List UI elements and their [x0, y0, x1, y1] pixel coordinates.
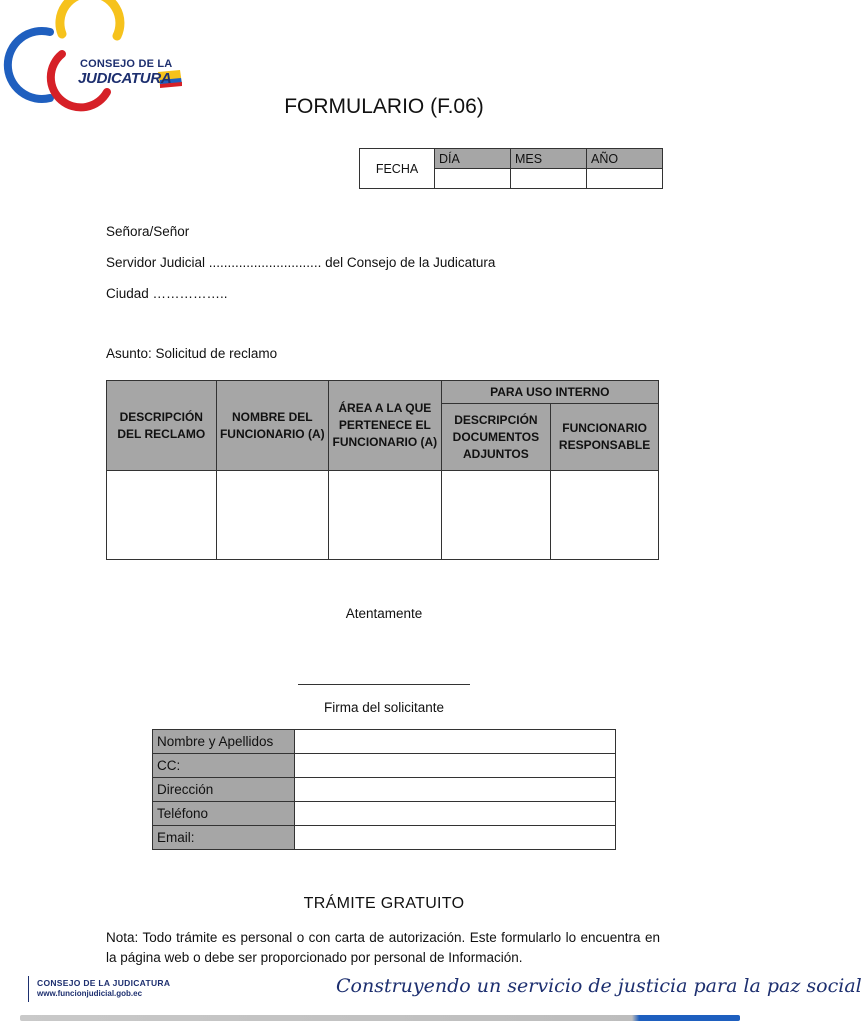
internal-use-header: PARA USO INTERNO	[441, 381, 658, 404]
field-email[interactable]	[295, 826, 616, 850]
cell-area-funcionario[interactable]	[329, 471, 442, 560]
ciudad-line: Ciudad ……………..	[106, 286, 228, 301]
footer-website: www.funcionjudicial.gob.ec	[37, 989, 143, 998]
label-nombre: Nombre y Apellidos	[153, 730, 295, 754]
form-title: FORMULARIO (F.06)	[284, 95, 484, 118]
col-documentos-adjuntos: DESCRIPCIÓN DOCUMENTOS ADJUNTOS	[441, 404, 551, 471]
month-field[interactable]	[511, 169, 587, 189]
day-field[interactable]	[435, 169, 511, 189]
footer-org-name: CONSEJO DE LA JUDICATURA	[37, 978, 171, 988]
day-header: DÍA	[435, 149, 511, 169]
date-table	[359, 148, 663, 189]
servidor-line: Servidor Judicial .............................. del Consejo de la Judicatura	[106, 255, 496, 270]
footer-divider	[28, 976, 29, 1002]
label-email: Email:	[153, 826, 295, 850]
col-descripcion-reclamo: DESCRIPCIÓN DEL RECLAMO	[107, 381, 217, 471]
cell-nombre-funcionario[interactable]	[216, 471, 329, 560]
subject-line: Asunto: Solicitud de reclamo	[106, 346, 278, 361]
closing-text: Atentamente	[345, 606, 423, 621]
note-paragraph: Nota: Todo trámite es personal o con carta de autorización. Este formularlo lo encuentra en la página web o debe ser proporcionado por personal de Información.	[106, 930, 660, 965]
year-field[interactable]	[587, 169, 663, 189]
claim-table	[106, 380, 659, 560]
salutation: Señora/Señor	[106, 224, 190, 239]
col-funcionario-responsable: FUNCIONARIO RESPONSABLE	[551, 404, 659, 471]
signature-caption: Firma del solicitante	[323, 700, 445, 715]
field-direccion[interactable]	[295, 778, 616, 802]
cell-documentos-adjuntos[interactable]	[441, 471, 551, 560]
label-cc: CC:	[153, 754, 295, 778]
field-cc[interactable]	[295, 754, 616, 778]
cell-descripcion-reclamo[interactable]	[107, 471, 217, 560]
signature-line[interactable]	[298, 684, 470, 685]
free-procedure-heading: TRÁMITE GRATUITO	[303, 895, 465, 912]
footer-slogan: Construyendo un servicio de justicia para la paz social	[336, 975, 862, 997]
year-header: AÑO	[587, 149, 663, 169]
col-area-funcionario: ÁREA A LA QUE PERTENECE EL FUNCIONARIO (A)	[329, 381, 442, 471]
footer-stripe	[20, 1015, 740, 1021]
month-header: MES	[511, 149, 587, 169]
label-direccion: Dirección	[153, 778, 295, 802]
field-telefono[interactable]	[295, 802, 616, 826]
logo-text-line2: JUDICATURA	[78, 70, 172, 87]
applicant-info-table	[152, 729, 616, 850]
cell-funcionario-responsable[interactable]	[551, 471, 659, 560]
date-label: FECHA	[360, 149, 435, 189]
field-nombre[interactable]	[295, 730, 616, 754]
col-nombre-funcionario: NOMBRE DEL FUNCIONARIO (A)	[216, 381, 329, 471]
label-telefono: Teléfono	[153, 802, 295, 826]
logo-text-line1: CONSEJO DE LA	[80, 58, 173, 70]
